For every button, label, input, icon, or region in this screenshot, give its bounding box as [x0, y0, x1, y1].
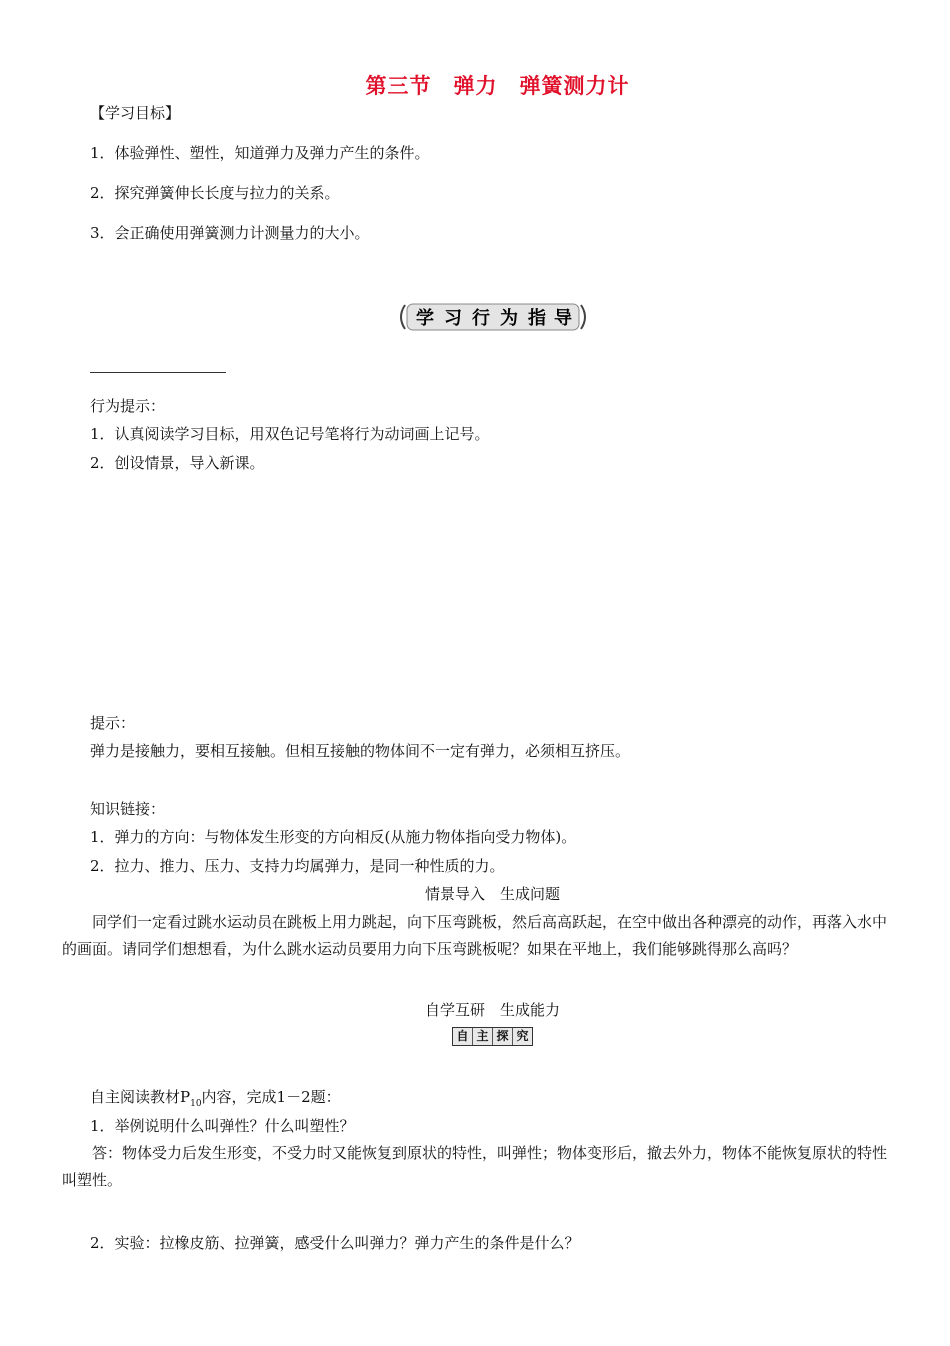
selfstudy-intro — [90, 1086, 341, 1109]
tip-header: 提示： — [90, 714, 136, 732]
divider — [90, 372, 226, 373]
banner-char: 习 — [444, 308, 462, 329]
section-banner — [395, 300, 591, 334]
badge-char: 究 — [516, 1029, 529, 1043]
objectives-header: 【学习目标】 — [90, 104, 181, 122]
knowledge-item: 1．弹力的方向：与物体发生形变的方向相反(从施力物体指向受力物体)。 — [90, 828, 577, 846]
scene-paragraph: 同学们一定看过跳水运动员在跳板上用力跳起，向下压弯跳板，然后高高跃起，在空中做出各种漂亮的动作，再落入水中的画面。请同学们想想看，为什么跳水运动员要用力向下压弯跳板呢？如果在平地上，我们能够跳得那么高吗？ — [62, 913, 888, 958]
behavior-header: 行为提示： — [90, 397, 166, 415]
banner-char: 导 — [554, 308, 572, 329]
intro-prefix: 自主阅读教材P — [90, 1088, 191, 1106]
objective-item: 2．探究弹簧伸长长度与拉力的关系。 — [90, 184, 340, 202]
objective-item: 1．体验弹性、塑性，知道弹力及弹力产生的条件。 — [90, 144, 430, 162]
question-2: 2．实验：拉橡皮筋、拉弹簧，感受什么叫弹力？弹力产生的条件是什么？ — [90, 1234, 580, 1252]
badge-char: 探 — [493, 1028, 513, 1045]
page-title: 第三节 弹力 弹簧测力计 — [365, 73, 630, 98]
banner-char: 学 — [416, 308, 434, 329]
intro-page: 10 — [190, 1099, 202, 1109]
banner-char: 指 — [528, 308, 546, 329]
selfstudy-heading: 自学互研 生成能力 — [424, 1001, 560, 1019]
scene-heading: 情景导入 生成问题 — [424, 885, 560, 903]
objective-item: 3．会正确使用弹簧测力计测量力的大小。 — [90, 224, 370, 242]
answer-1: 答：物体受力后发生形变，不受力时又能恢复到原状的特性，叫弹性；物体变形后，撤去外力，物体不能恢复原状的特性叫塑性。 — [62, 1144, 888, 1189]
behavior-item: 1．认真阅读学习目标，用双色记号笔将行为动词画上记号。 — [90, 425, 490, 443]
behavior-item: 2．创设情景，导入新课。 — [90, 454, 265, 472]
self-explore-badge — [452, 1027, 533, 1046]
knowledge-item: 2．拉力、推力、压力、支持力均属弹力，是同一种性质的力。 — [90, 857, 505, 875]
banner-char: 行 — [472, 308, 490, 329]
intro-suffix: 内容，完成1－2题： — [201, 1088, 341, 1106]
badge-char: 自 — [453, 1028, 473, 1045]
banner-char: 为 — [500, 308, 518, 329]
tip-text: 弹力是接触力，要相互接触。但相互接触的物体间不一定有弹力，必须相互挤压。 — [90, 742, 631, 760]
badge-char: 主 — [473, 1028, 493, 1045]
knowledge-header: 知识链接： — [90, 800, 166, 818]
question-1: 1．举例说明什么叫弹性？什么叫塑性？ — [90, 1117, 355, 1135]
